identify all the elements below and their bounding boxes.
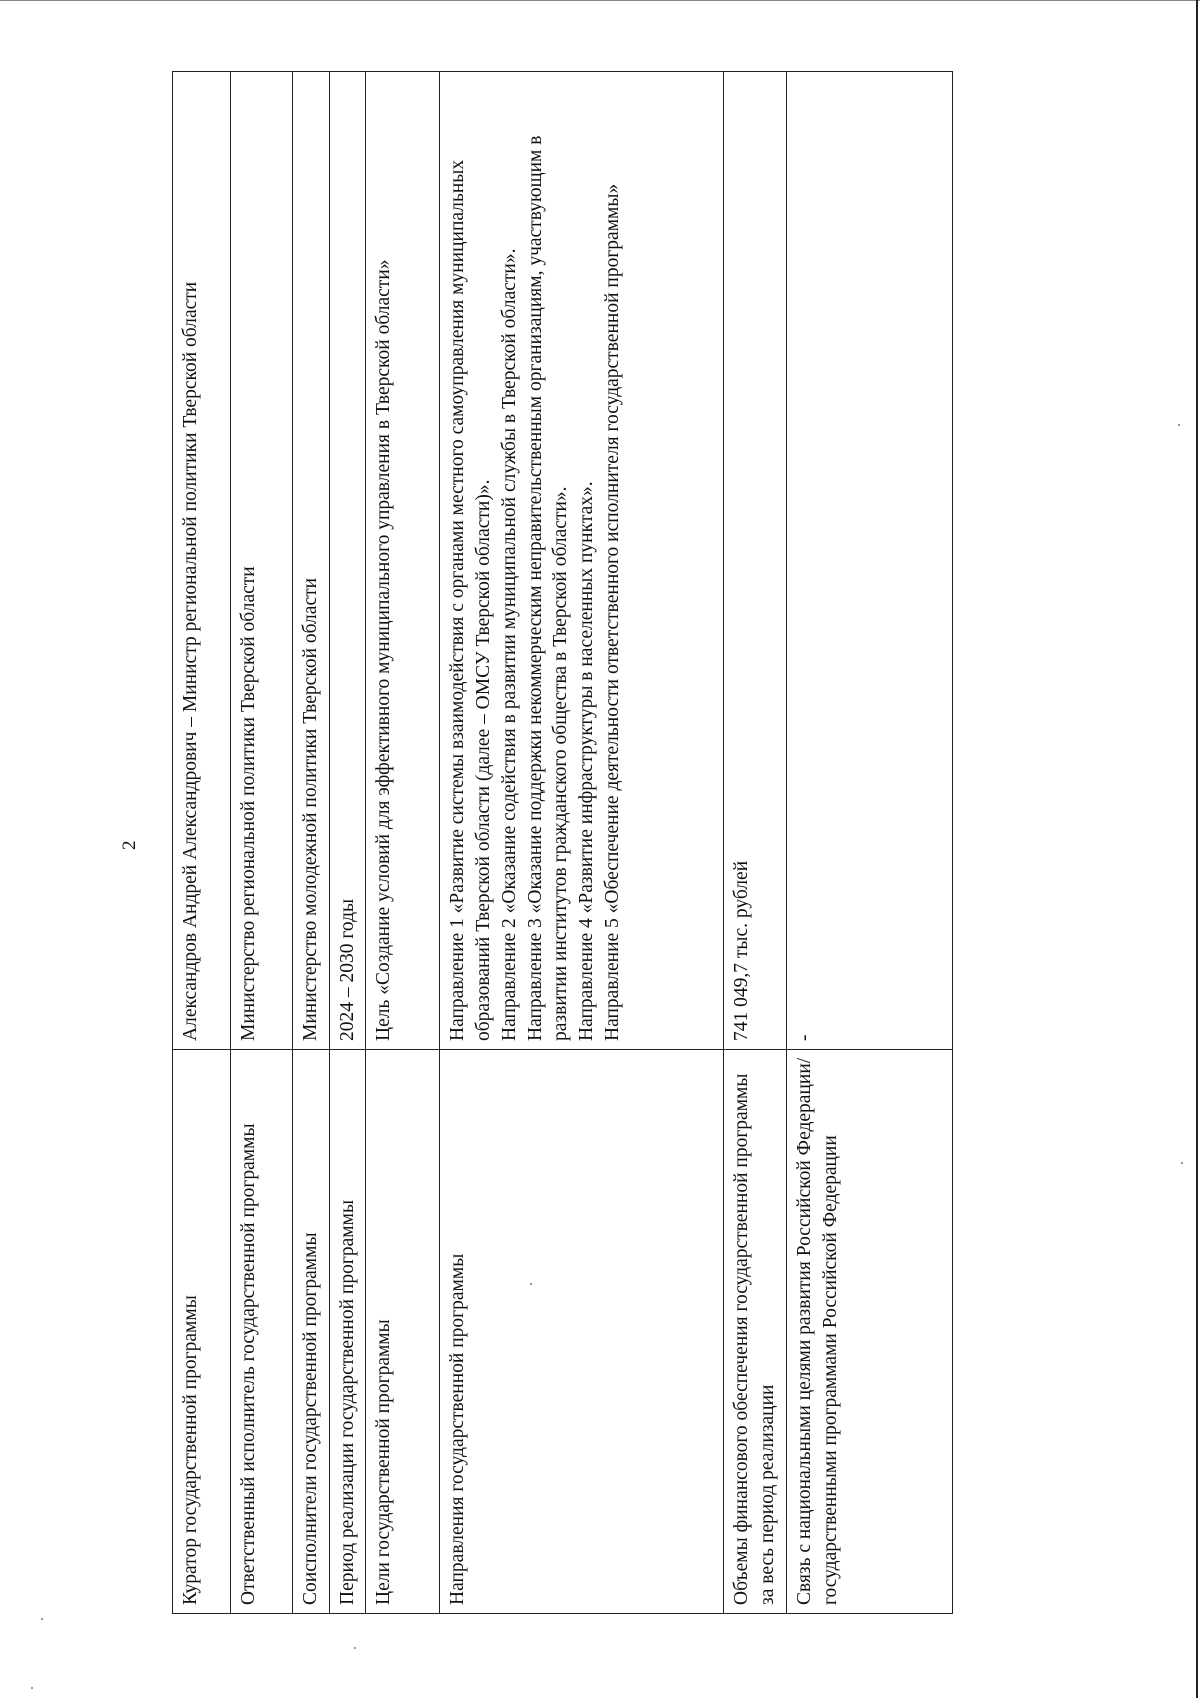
co-executors-label: Соисполнители государственной программы: [293, 1050, 330, 1614]
national-goals-link-value: -: [786, 72, 952, 1050]
page-number: 2: [119, 840, 140, 850]
goals-value: Цель «Создание условий для эффективного муниципального управления в Тверской области»: [366, 72, 440, 1050]
curator-value: Александров Андрей Александрович – Министр региональной политики Тверской области: [173, 72, 231, 1050]
table-row-directions: [440, 72, 724, 1614]
table-row-national-goals-link: [786, 72, 952, 1614]
table-row-responsible-executor: [231, 72, 293, 1614]
scan-speck: [530, 1283, 532, 1285]
direction-1: Направление 1 «Развитие системы взаимодействия с органами местного самоуправления муниципальных образований Тверской области (далее – ОМСУ Тверской области)».: [447, 159, 495, 1041]
page-right-edge: [1196, 0, 1198, 1698]
direction-2: Направление 2 «Оказание содействия в развитии муниципальной службы в Тверской области».: [498, 248, 520, 1041]
table-row-goals: [366, 72, 440, 1614]
financing-value: 741 049,7 тыс. рублей: [724, 72, 786, 1050]
national-goals-link-label: Связь с национальными целями развития Российской Федерации/государственными программами Российской Федерации: [786, 1050, 952, 1614]
responsible-executor-label: Ответственный исполнитель государственной программы: [231, 1050, 293, 1614]
directions-value: [440, 72, 724, 1050]
table-row-financing: [724, 72, 786, 1614]
table-row-period: [329, 72, 366, 1614]
directions-label: Направления государственной программы: [440, 1050, 724, 1614]
scan-speck: [41, 1618, 43, 1620]
table-row-curator: [173, 72, 231, 1614]
scan-speck: [1178, 424, 1180, 426]
program-passport-table: [172, 71, 953, 1614]
curator-label: Куратор государственной программы: [173, 1050, 231, 1614]
period-value: 2024 – 2030 годы: [329, 72, 366, 1050]
direction-5: Направление 5 «Обеспечение деятельности ответственного исполнителя государственной программы»: [601, 183, 623, 1041]
financing-label: Объемы финансового обеспечения государственной программы за весь период реализации: [724, 1050, 786, 1614]
scan-speck: [354, 1647, 356, 1649]
period-label: Период реализации государственной программы: [329, 1050, 366, 1614]
passport-table-wrapper: [172, 104, 942, 1614]
scan-speck: [31, 1687, 33, 1689]
scan-speck: [1181, 1162, 1183, 1164]
co-executors-value: Министерство молодежной политики Тверской области: [293, 72, 330, 1050]
direction-3: Направление 3 «Оказание поддержки некоммерческим неправительственным организациям, участвующим в развитии институтов гражданского общества в Тверской области».: [524, 135, 572, 1041]
page-top-edge: [0, 0, 1200, 1]
table-row-co-executors: [293, 72, 330, 1614]
goals-label: Цели государственной программы: [366, 1050, 440, 1614]
responsible-executor-value: Министерство региональной политики Тверской области: [231, 72, 293, 1050]
direction-4: Направление 4 «Развитие инфраструктуры в населенных пунктах».: [576, 481, 598, 1041]
